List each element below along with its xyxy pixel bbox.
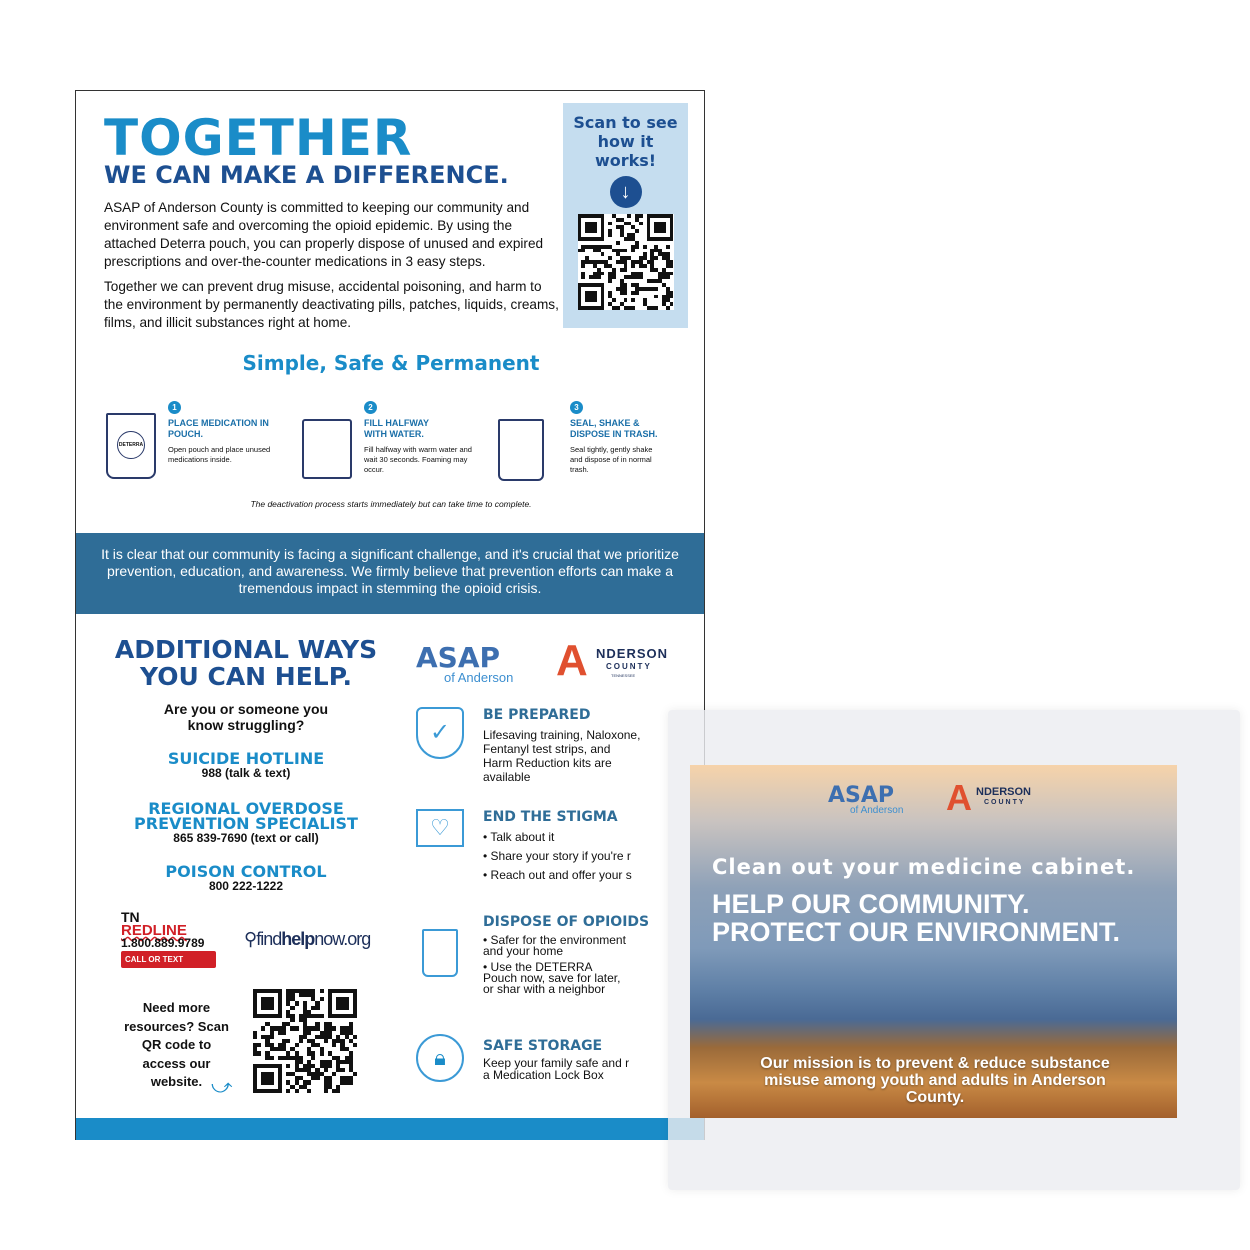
- way-line: • Safer for the environment and your home: [483, 933, 626, 958]
- way-title: BE PREPARED: [483, 707, 591, 723]
- deterra-pouch-icon: [422, 929, 458, 977]
- subheadline: WE CAN MAKE A DIFFERENCE.: [104, 161, 509, 189]
- flyer: [75, 90, 705, 1140]
- contact-name: SUICIDE HOTLINE: [167, 749, 325, 768]
- second-paragraph: Together we can prevent drug misuse, accidental poisoning, and harm to the environment by permanently deactivating pills, patches, liquids, creams, films, and illicit substances right at home.: [104, 279, 559, 330]
- step-title: PLACE MEDICATION IN POUCH.: [168, 418, 269, 439]
- shield-check-icon: ✓: [416, 707, 464, 759]
- county-sub: COUNTY: [606, 662, 652, 671]
- qr-module: [670, 306, 674, 310]
- step-1: [168, 401, 358, 465]
- way-line: Keep your family safe and r a Medication Lock Box: [483, 1056, 630, 1082]
- step-number: 2: [364, 401, 377, 414]
- lock-icon: 🔒︎: [416, 1034, 464, 1082]
- pouch-asap-logo: [828, 783, 903, 816]
- step-desc: Seal tightly, gently shake and dispose of in normal trash.: [570, 445, 653, 474]
- scan-text: Scan to see how it works!: [573, 113, 678, 170]
- way-line: • Reach out and offer your s: [483, 868, 632, 882]
- county-letter: A: [946, 777, 972, 818]
- way-line: • Share your story if you're r: [483, 849, 631, 863]
- asap-logo-sub: of Anderson: [850, 805, 904, 816]
- step-number: 1: [168, 401, 181, 414]
- asap-logo-text: ASAP: [828, 783, 895, 808]
- steps-title: Simple, Safe & Permanent: [242, 351, 540, 375]
- website-qr-code[interactable]: [253, 989, 357, 1093]
- intro-paragraph: ASAP of Anderson County is committed to keeping our community and environment safe and overcoming the opioid epidemic. By using the attached Deterra pouch, you can properly dispose of unused and expired prescriptions and over-the-counter medications in 3 easy steps.: [104, 200, 544, 269]
- pouch-label-text: DETERRA: [117, 431, 145, 459]
- step-3: [570, 401, 760, 475]
- step-2: [364, 401, 554, 475]
- step-title: FILL HALFWAY WITH WATER.: [364, 418, 429, 439]
- resources-text: Need more resources? Scan QR code to access our website.: [124, 1000, 229, 1089]
- additional-title: ADDITIONAL WAYS YOU CAN HELP.: [114, 635, 378, 691]
- way-be-prepared: [483, 707, 663, 784]
- steps-note: The deactivation process starts immediately but can take time to complete.: [250, 499, 532, 509]
- findhelpnow-logo[interactable]: [244, 929, 370, 950]
- redline-phone: 1.800.889.9789: [121, 936, 205, 950]
- redline-cta: CALL OR TEXT: [121, 951, 216, 968]
- way-title: DISPOSE OF OPIOIDS: [483, 914, 650, 930]
- contact-detail: 800 222-1222: [208, 879, 284, 893]
- qr-module: [353, 1089, 357, 1093]
- way-title: END THE STIGMA: [483, 809, 618, 825]
- county-name: NDERSON: [976, 786, 1032, 798]
- asap-logo-text: ASAP: [416, 641, 501, 674]
- contact-name: REGIONAL OVERDOSE PREVENTION SPECIALIST: [134, 799, 358, 833]
- findhelp-post: now.org: [314, 929, 371, 949]
- way-end-stigma: [483, 809, 663, 882]
- county-state: TENNESSEE: [611, 673, 636, 678]
- pouch-headline: Clean out your medicine cabinet.: [712, 855, 1136, 879]
- pouch-mission: Our mission is to prevent & reduce substance misuse among youth and adults in Anderson County.: [760, 1055, 1110, 1106]
- way-line: • Talk about it: [483, 830, 555, 844]
- way-line: • Use the DETERRA Pouch now, save for later, or shar with a neighbor: [483, 960, 621, 996]
- qr-code[interactable]: [578, 214, 674, 310]
- banner: It is clear that our community is facing a significant challenge, and it's crucial that we prioritize prevention, education, and awareness. We firmly believe that prevention efforts can make a tremendous impact in stemming the opioid crisis.: [76, 533, 704, 614]
- step-title: SEAL, SHAKE & DISPOSE IN TRASH.: [570, 418, 658, 439]
- heart-chat-icon: ♡: [416, 809, 464, 847]
- way-dispose-opioids: [483, 914, 663, 995]
- headline: TOGETHER: [104, 109, 413, 167]
- anderson-county-logo: [556, 636, 669, 686]
- contact-detail: 865 839-7690 (text or call): [173, 831, 319, 845]
- pouch-county-logo: [946, 777, 1032, 819]
- redline-name: REDLINE: [121, 922, 187, 939]
- pouch-line-2: HELP OUR COMMUNITY.: [712, 889, 1030, 919]
- question: Are you or someone you know struggling?: [163, 701, 329, 733]
- way-safe-storage: [483, 1038, 663, 1081]
- contact-suicide: [106, 751, 386, 780]
- contact-detail: 988 (talk & text): [201, 766, 291, 780]
- way-title: SAFE STORAGE: [483, 1038, 603, 1054]
- way-line: Lifesaving training, Naloxone, Fentanyl test strips, and Harm Reduction kits are available: [483, 728, 641, 784]
- county-sub: COUNTY: [984, 799, 1026, 806]
- bottom-bar: [76, 1118, 704, 1140]
- contact-poison: [106, 864, 386, 893]
- curved-arrow-icon: ⤻: [211, 1076, 233, 1098]
- asap-logo-sub: of Anderson: [444, 670, 514, 685]
- tn-redline-logo[interactable]: [121, 911, 216, 968]
- asap-logo: [416, 641, 513, 685]
- step-desc: Open pouch and place unused medications inside.: [168, 445, 271, 464]
- pouch-line-3: PROTECT OUR ENVIRONMENT.: [712, 917, 1121, 947]
- arrow-down-icon: ↓: [610, 176, 642, 208]
- findhelp-bold: help: [281, 929, 315, 949]
- location-pin-icon: ⚲: [244, 929, 257, 949]
- county-name: NDERSON: [596, 646, 669, 661]
- pouch-icon: [106, 413, 156, 479]
- step-desc: Fill halfway with warm water and wait 30 seconds. Foaming may occur.: [364, 445, 472, 474]
- redline-tn: TN: [121, 909, 140, 925]
- contact-overdose: [106, 801, 386, 845]
- findhelp-pre: find: [256, 929, 282, 949]
- county-letter: A: [556, 636, 588, 685]
- scan-box: [563, 103, 688, 328]
- step-number: 3: [570, 401, 583, 414]
- pouch-label: [690, 765, 1177, 1118]
- contact-name: POISON CONTROL: [165, 862, 327, 881]
